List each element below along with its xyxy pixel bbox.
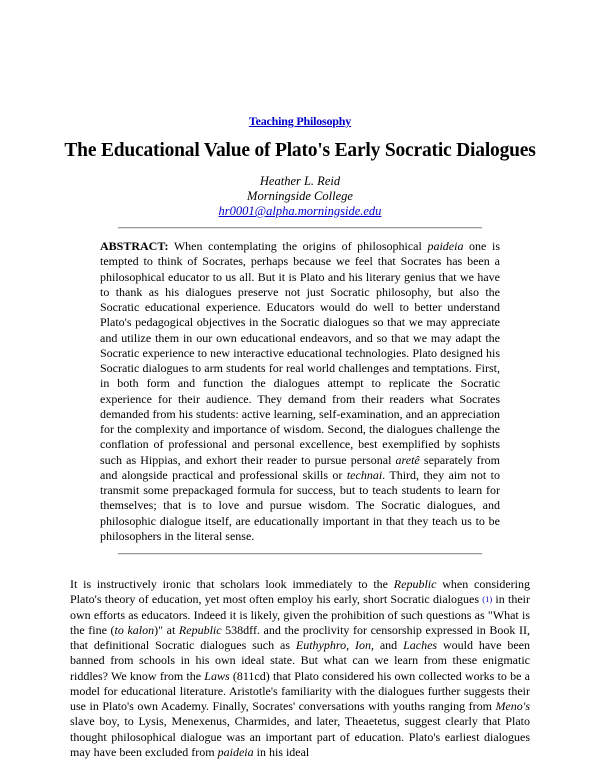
body-text: would have been banned from schools in his own ideal state. But what can we learn from these enigmatic riddles? We know from the [70,638,530,683]
body-term: Meno's [495,699,530,713]
body-term: paideia [217,744,254,759]
abstract-term: technai [346,467,383,482]
body-term: to kalon [114,622,155,637]
abstract-text: . Third, they aim not to transmit some prepackaged formula for success, but to teach students to learn for themselves; that is to love and pursue wisdom. The Socratic dialogues, and philosophic dialogue itself, are educationally important in that they teach us to be philosophers in the literal sense. [100,467,501,543]
body-text: It is instructively ironic that scholars look immediately to the [70,577,394,591]
abstract [100,239,500,544]
footnote-link[interactable]: (1) [482,594,493,605]
body-text: in their own efforts as educators. Indeed it is likely, given the prohibition of such questions as "What is the fine ( [70,592,531,637]
body-paragraph [70,577,530,760]
body-term: Laws [204,668,230,683]
body-text: (811cd) that Plato considered his own collected works to be a model for educational literature. Aristotle's familiarity with the dialogues further suggests their use in Plato's own Academy. Finally, Socrates' conversations with youths ranging from [70,668,530,713]
body-text: and [373,638,404,652]
body-term: Republic [393,577,437,591]
body-term: Laches [403,638,438,652]
divider-bottom [118,553,482,555]
author-email-link[interactable]: hr0001@alpha.morningside.edu [218,204,382,218]
abstract-label: ABSTRACT: [100,239,169,253]
abstract-text: one is tempted to think of Socrates, perhaps because we feel that Socrates has been a philosophical educator to us all. But it is Plato and his literary genius that we have to thank as his dialogues preserve not just Socratic philosophy, but also the Socratic educational experience. Educators would do well to better understand Plato's pedagogical objectives in the Socratic dialogues so that we may appreciate and utilize them in our own educational endeavors, and so that we may adapt the Socratic experience to new interactive educational technologies. Plato designed his Socratic dialogues to arm students for real world challenges and temptations. First, in both form and function the dialogues attempt to replicate the Socratic experience for their audience. They demand from their readers what Socrates demanded from his students: active learning, self-examination, and an appreciation for the complexity and importance of wisdom. Second, the dialogues challenge the conflation of professional and personal excellence, best exemplified by sophists such as Hippias, and exhort their reader to pursue personal [100,239,500,467]
section-link-teaching-philosophy[interactable]: Teaching Philosophy [248,114,352,128]
body-text: in his ideal [253,744,310,759]
body-text: when considering Plato's theory of education, yet most often employ his early, short Socratic dialogues [70,577,530,607]
abstract-text: separately from and alongside practical and professional skills or [100,452,500,482]
body-text: )" at [154,622,179,637]
author-name: Heather L. Reid [259,174,341,188]
page-title: The Educational Value of Plato's Early Socratic Dialogues [64,140,536,161]
body-text: 538dff. and the proclivity for censorship expressed in Book II, that definitional Socratic dialogues such as [70,622,530,652]
body-term: Euthyphro, Ion, [295,638,374,652]
author-affiliation: Morningside College [247,189,353,203]
abstract-term: paideia [427,239,464,253]
author-block [0,174,600,219]
body-term: Republic [178,622,222,637]
abstract-text: When contemplating the origins of philosophical [168,239,428,253]
divider-top [118,227,482,229]
abstract-term: aretê [395,452,420,467]
body-text: slave boy, to Lysis, Menexenus, Charmides, and later, Theaetetus, suggest clearly that Plato thought philosophical dialogue was an important part of education. Plato's earliest dialogues may have been excluded from [70,714,530,759]
